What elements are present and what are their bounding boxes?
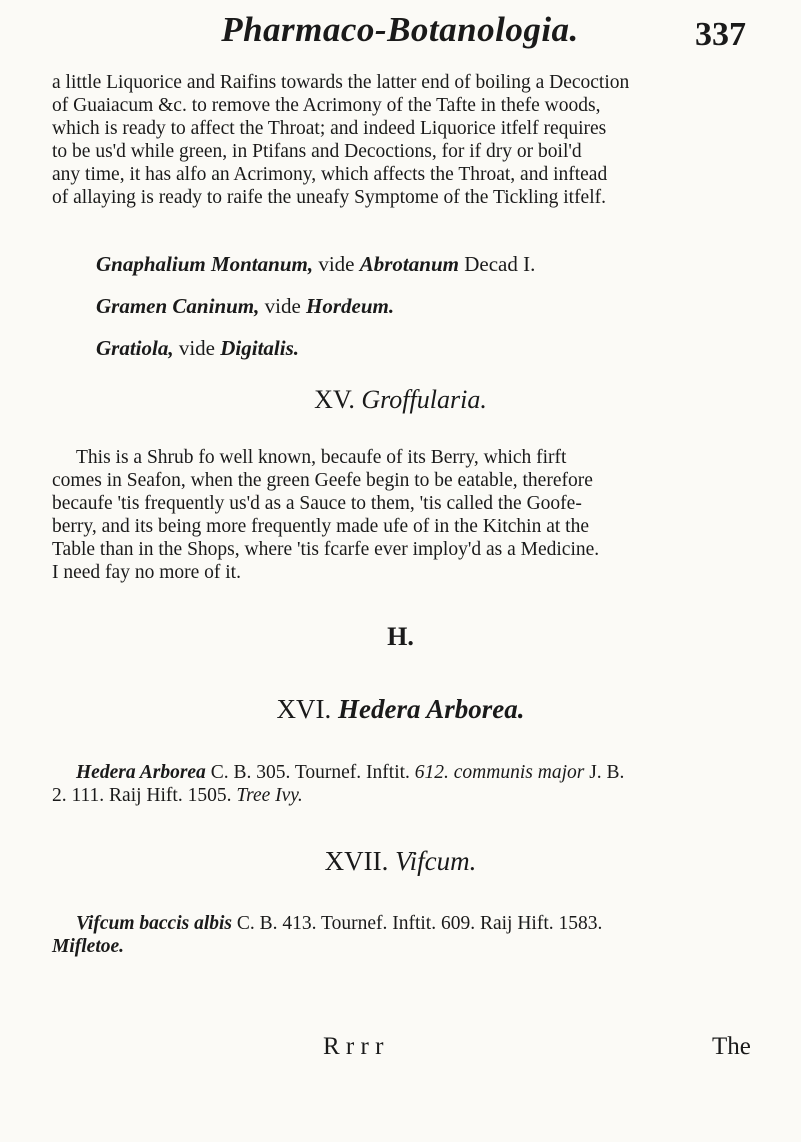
entry-line-hedera-1 [76, 762, 624, 784]
cross-ref-name: Gnaphalium Montanum, [96, 252, 314, 276]
cross-ref-vide: vide [313, 252, 360, 276]
common-name: Tree Ivy. [236, 785, 303, 806]
text-line: Table than in the Shops, where 'tis fcarfe ever imploy'd as a Medicine. [52, 539, 600, 560]
section-title: Vifcum. [395, 846, 477, 876]
common-name: Mifletoe. [52, 936, 125, 957]
cross-ref-vide: vide [259, 294, 307, 318]
letter-heading: H. [387, 622, 414, 651]
section-numeral: XVII. [324, 846, 389, 876]
text-line: I need fay no more of it. [52, 562, 241, 583]
section-heading-xvi [0, 694, 801, 725]
text-line: This is a Shrub fo well known, becaufe of its Berry, which firft [76, 447, 567, 468]
plant-name: Vifcum baccis albis [76, 913, 232, 934]
entry-line-hedera-2 [52, 785, 303, 807]
section-numeral: XVI. [276, 694, 332, 724]
text-line: which is ready to affect the Throat; and indeed Liquorice itfelf requires [52, 118, 607, 139]
page-number: 337 [695, 16, 746, 53]
cross-ref-gramen [96, 294, 394, 319]
entry-line-viscum-1 [76, 913, 602, 935]
reference-number: 612. [414, 762, 449, 783]
plant-name: Hedera Arborea [76, 762, 206, 783]
text-line: any time, it has alfo an Acrimony, which affects the Throat, and inftead [52, 164, 608, 185]
reference: C. B. 305. Tournef. Inftit. [205, 762, 415, 783]
section-numeral: XV. [314, 385, 355, 414]
entry-line-viscum-2 [52, 936, 124, 958]
text-line: of Guaiacum &c. to remove the Acrimony of the Tafte in thefe woods, [52, 95, 601, 116]
section-title: Hedera Arborea. [338, 694, 525, 724]
text-line: a little Liquorice and Raifins towards the latter end of boiling a Decoction [52, 72, 630, 93]
reference: C. B. 413. Tournef. Inftit. 609. Raij Hift. 1583. [232, 913, 603, 934]
text-line: berry, and its being more frequently made ufe of in the Kitchin at the [52, 516, 589, 537]
text-line: to be us'd while green, in Ptifans and Decoctions, for if dry or boil'd [52, 141, 582, 162]
signature-mark: R r r r [323, 1033, 384, 1060]
reference: J. B. [584, 762, 625, 783]
section-heading-xv [0, 385, 801, 415]
reference: 2. 111. Raij Hift. 1505. [52, 785, 237, 806]
variety: communis major [448, 762, 585, 783]
cross-ref-target: Abrotanum [359, 252, 459, 276]
cross-ref-suffix: Decad I. [458, 252, 536, 276]
section-title: Groffularia. [361, 385, 487, 414]
running-title: Pharmaco-Botanologia. [221, 10, 579, 49]
cross-ref-target: Hordeum. [306, 294, 395, 318]
section-heading-xvii [0, 846, 801, 877]
text-line: of allaying is ready to raife the uneafy Symptome of the Tickling itfelf. [52, 187, 606, 208]
cross-ref-target: Digitalis. [220, 336, 300, 360]
cross-ref-name: Gramen Caninum, [96, 294, 260, 318]
text-line: comes in Seafon, when the green Geefe begin to be eatable, therefore [52, 470, 593, 491]
catchword: The [712, 1033, 751, 1060]
cross-ref-gratiola [96, 336, 299, 361]
text-line: becaufe 'tis frequently us'd as a Sauce to them, 'tis called the Goofe- [52, 493, 582, 514]
cross-ref-vide: vide [173, 336, 221, 360]
cross-ref-gnaphalium [96, 252, 535, 277]
cross-ref-name: Gratiola, [96, 336, 174, 360]
